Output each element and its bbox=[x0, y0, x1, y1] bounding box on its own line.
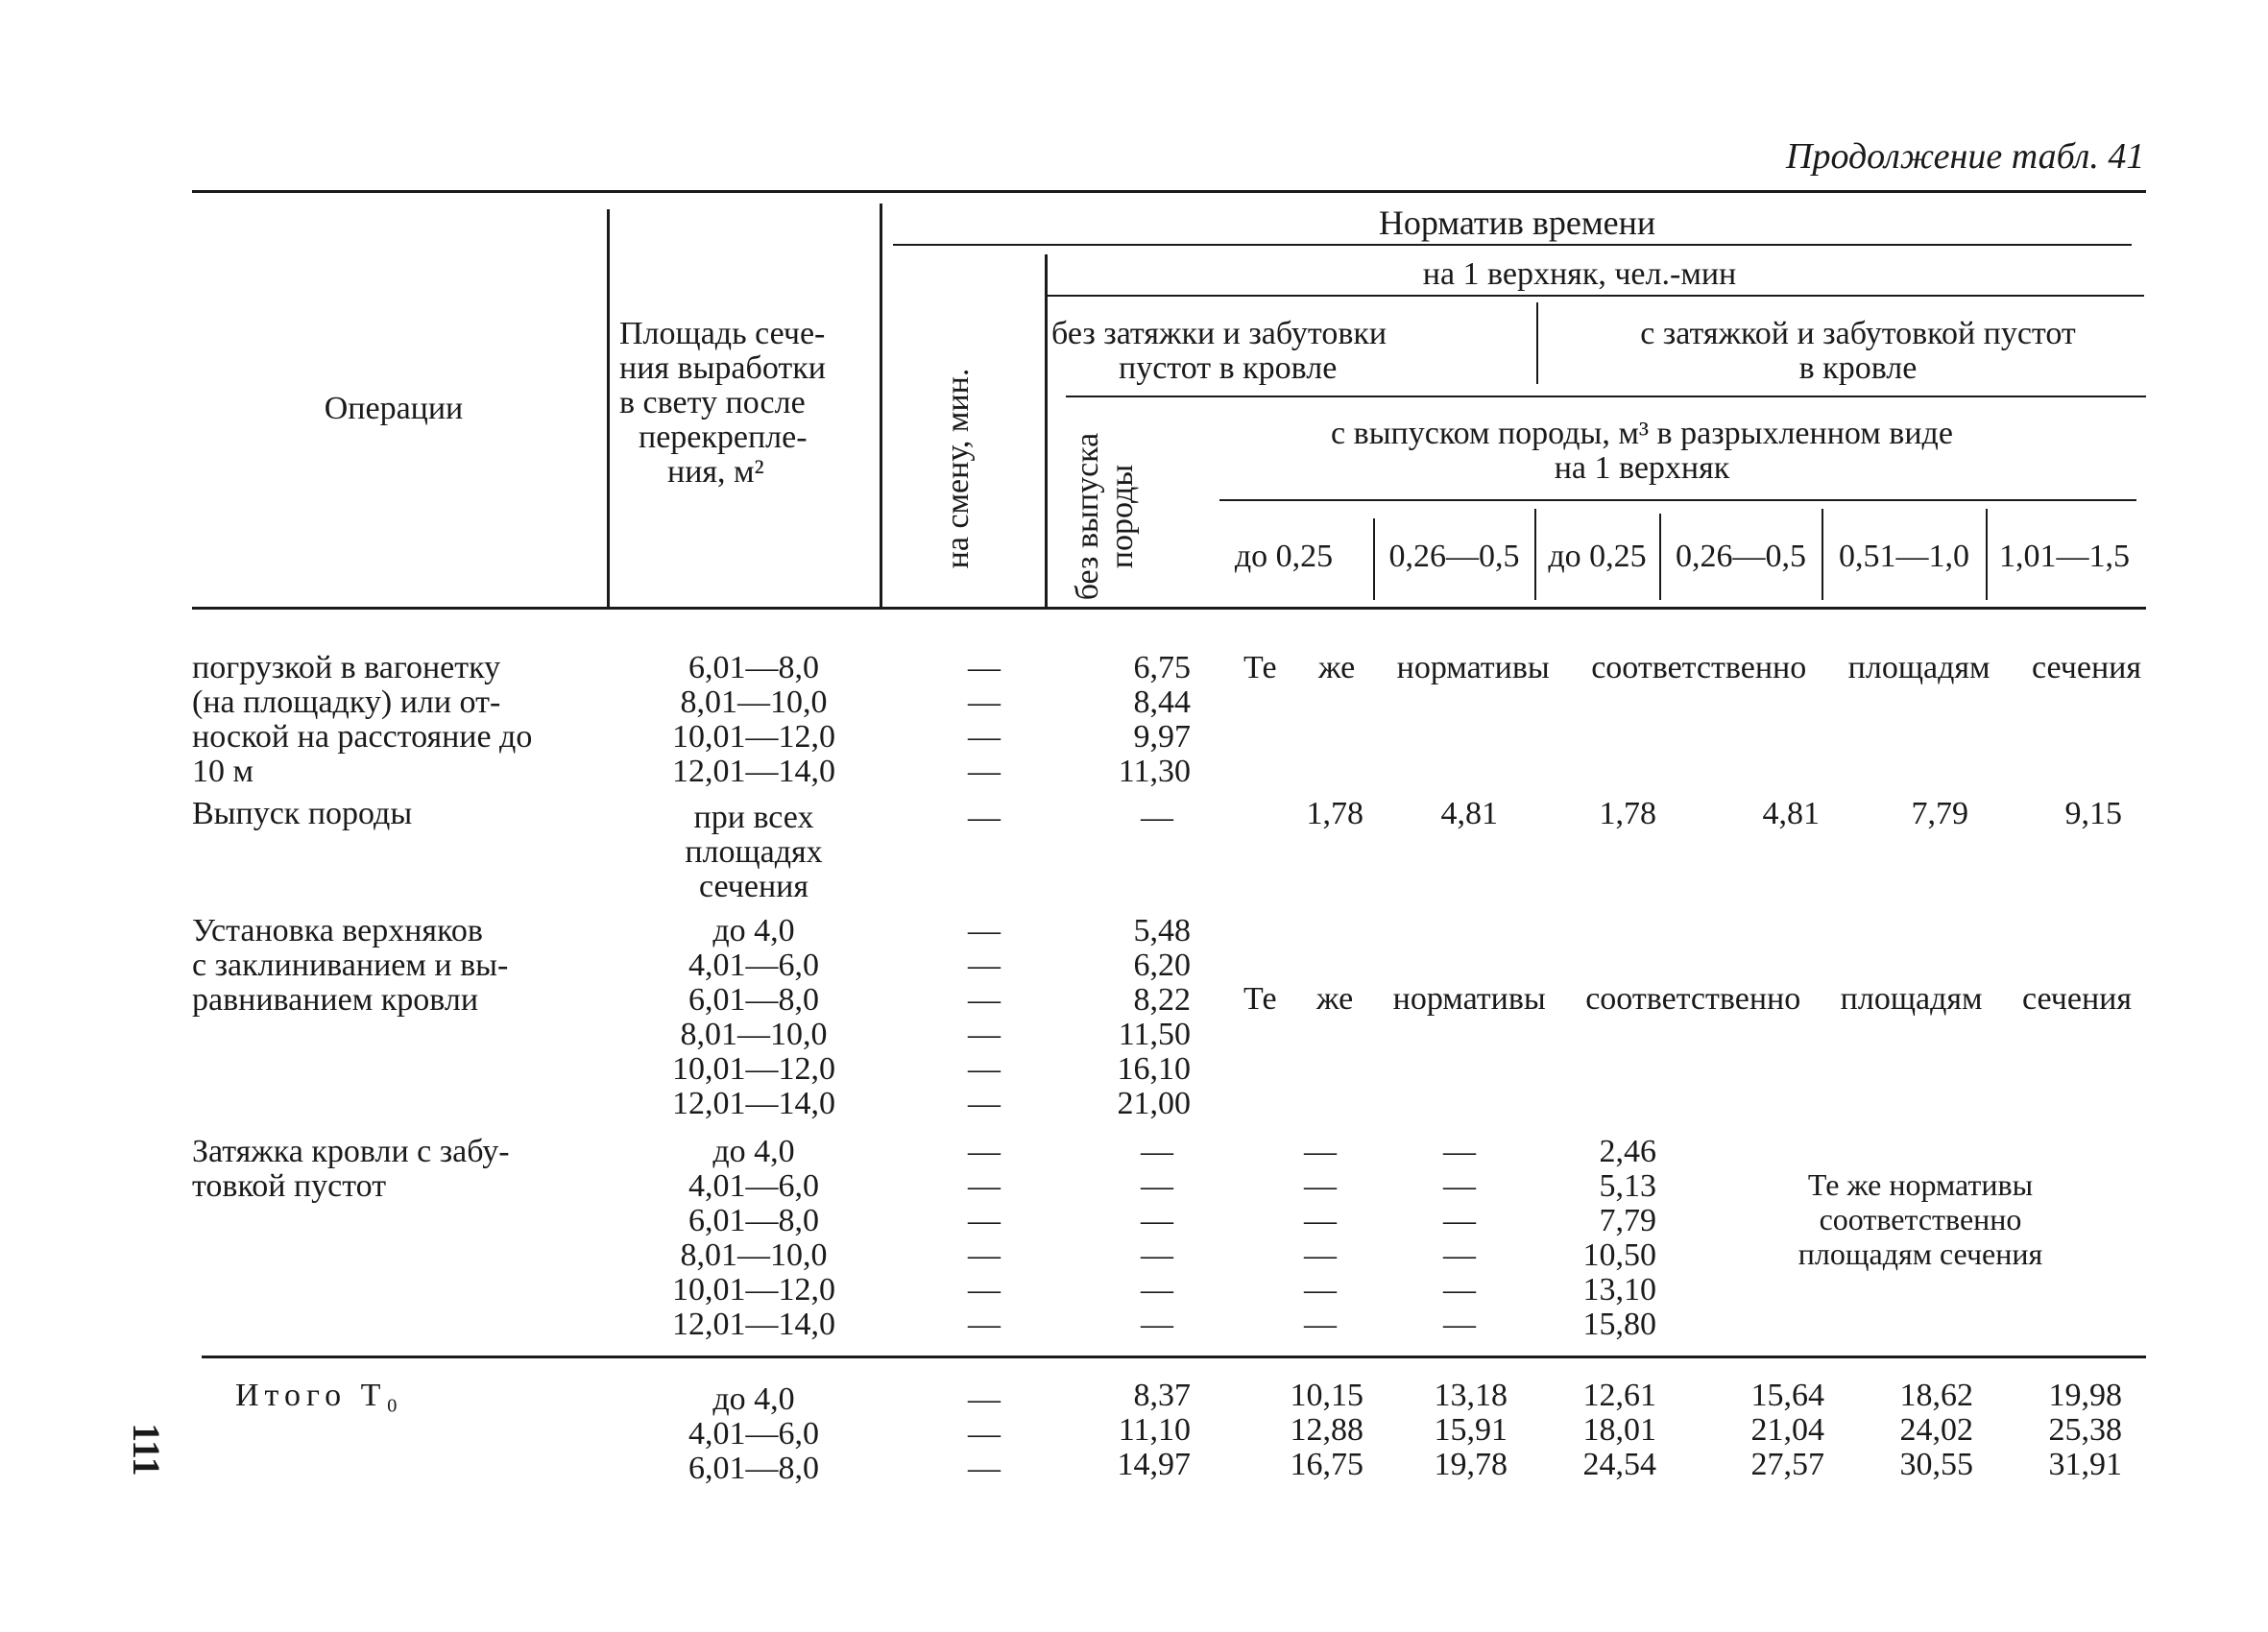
header-per-shift: на смену, мин. bbox=[940, 368, 976, 569]
page-title: Продолжение табл. 41 bbox=[1786, 136, 2145, 177]
operation-line: ноской на расстояние до bbox=[192, 719, 533, 755]
release-value: 9,15 bbox=[2064, 796, 2122, 831]
area-cell bbox=[634, 801, 874, 904]
shift-value: — bbox=[968, 1051, 1001, 1087]
total-value: 19,78 bbox=[1434, 1447, 1508, 1482]
release-value: 1,78 bbox=[1599, 796, 1656, 831]
same-norms-note bbox=[1719, 1167, 2122, 1271]
same-norms-note: Те же нормативы соответственно площадям сечения bbox=[1243, 981, 2132, 1017]
range-header: 0,26—0,5 bbox=[1388, 539, 1520, 574]
col-c-value: 2,46 bbox=[1599, 1134, 1656, 1169]
total-value: 18,62 bbox=[1899, 1378, 1973, 1413]
header-area-line: ния, м² bbox=[667, 454, 764, 490]
total-value: 25,38 bbox=[2048, 1412, 2122, 1448]
area-value: 10,01—12,0 bbox=[672, 1051, 835, 1087]
operation-cell bbox=[192, 1135, 605, 1204]
operation-line: (на площадку) или от- bbox=[192, 684, 501, 720]
no-release-line: породы bbox=[1104, 464, 1140, 569]
area-value: 10,01—12,0 bbox=[672, 1272, 835, 1308]
operation-line: погрузкой в вагонетку bbox=[192, 650, 501, 685]
total-value: 10,15 bbox=[1290, 1378, 1363, 1413]
total-value: 18,01 bbox=[1582, 1412, 1656, 1448]
shift-value: — bbox=[968, 1017, 1001, 1052]
range-header: 0,26—0,5 bbox=[1676, 539, 1806, 574]
col-c-value: 7,79 bbox=[1599, 1203, 1656, 1238]
no-release-value: — bbox=[1141, 1307, 1173, 1342]
col-rule-3 bbox=[1045, 254, 1048, 607]
header-norm: Норматив времени bbox=[1378, 204, 1656, 242]
area-cell bbox=[634, 914, 874, 1121]
col-c-value: 15,80 bbox=[1582, 1307, 1656, 1342]
area-value: до 4,0 bbox=[712, 1381, 795, 1417]
shift-value: — bbox=[968, 913, 1001, 948]
area-cell bbox=[634, 1382, 874, 1486]
no-release-value: — bbox=[1141, 800, 1173, 835]
total-col bbox=[1248, 1379, 1363, 1482]
shift-cell bbox=[941, 1382, 1027, 1486]
same-norms-note: Те же нормативы соответственно площадям сечения bbox=[1243, 650, 2141, 685]
shift-value: — bbox=[968, 684, 1001, 720]
area-value: 8,01—10,0 bbox=[680, 684, 828, 720]
area-value: 6,01—8,0 bbox=[688, 650, 819, 685]
header-operations: Операции bbox=[324, 391, 464, 426]
area-value: 6,01—8,0 bbox=[688, 982, 819, 1018]
header-without-lagging bbox=[1051, 317, 1532, 386]
release-value: 4,81 bbox=[1440, 796, 1498, 831]
col-b-cell bbox=[1416, 1135, 1503, 1342]
total-rule bbox=[202, 1356, 2146, 1358]
total-col bbox=[1858, 1379, 1973, 1482]
operation-cell bbox=[192, 914, 605, 1018]
header-area-line: перекрепле- bbox=[639, 420, 808, 455]
area-value: при всех bbox=[693, 800, 814, 835]
page-number: 111 bbox=[125, 1423, 168, 1476]
area-cell bbox=[634, 651, 874, 789]
col-rule-2 bbox=[880, 204, 882, 607]
lagging-underline bbox=[1066, 396, 2146, 397]
no-release-value: — bbox=[1141, 1168, 1173, 1204]
shift-value: — bbox=[968, 1168, 1001, 1204]
no-release-value: 6,75 bbox=[1133, 650, 1191, 685]
total-value: 11,10 bbox=[1118, 1412, 1191, 1448]
col-b-value: — bbox=[1443, 1134, 1476, 1169]
with-release-line: на 1 верхняк bbox=[1554, 450, 1730, 486]
no-release-cell bbox=[1114, 1135, 1200, 1342]
area-value: 6,01—8,0 bbox=[688, 1451, 819, 1486]
col-c-value: 10,50 bbox=[1582, 1237, 1656, 1273]
no-release-cell bbox=[1075, 651, 1191, 789]
with-lagging-line: с затяжкой и забутовкой пустот bbox=[1640, 316, 2076, 351]
total-value: 8,37 bbox=[1133, 1378, 1191, 1413]
no-release-value: 8,44 bbox=[1133, 684, 1191, 720]
operation-line: равниванием кровли bbox=[192, 982, 479, 1018]
total-label: Итого T₀ bbox=[235, 1378, 404, 1413]
operation-line: Выпуск породы bbox=[192, 796, 413, 831]
with-lagging-line: в кровле bbox=[1798, 350, 1918, 386]
col-a-value: — bbox=[1304, 1307, 1337, 1342]
col-b-value: — bbox=[1443, 1168, 1476, 1204]
shift-value: — bbox=[968, 1272, 1001, 1308]
header-no-release bbox=[1071, 416, 1147, 617]
no-release-value: — bbox=[1141, 1237, 1173, 1273]
total-value: 30,55 bbox=[1899, 1447, 1973, 1482]
shift-value: — bbox=[968, 1237, 1001, 1273]
range-header: до 0,25 bbox=[1548, 539, 1647, 574]
area-value: площадях bbox=[685, 834, 823, 870]
area-value: сечения bbox=[699, 869, 808, 904]
shift-value: — bbox=[968, 1416, 1001, 1452]
col-a-value: — bbox=[1304, 1168, 1337, 1204]
shift-cell bbox=[941, 651, 1027, 789]
per-beam-underline bbox=[1045, 295, 2144, 297]
shift-value: — bbox=[968, 719, 1001, 755]
header-per-beam: на 1 верхняк, чел.-мин bbox=[1422, 256, 1737, 292]
table-top-rule bbox=[192, 190, 2146, 193]
total-value: 21,04 bbox=[1750, 1412, 1824, 1448]
total-col bbox=[1709, 1379, 1824, 1482]
note-line: площадям сечения bbox=[1798, 1236, 2043, 1271]
shift-value: — bbox=[968, 982, 1001, 1018]
col-b-value: — bbox=[1443, 1203, 1476, 1238]
shift-value: — bbox=[968, 1381, 1001, 1417]
col-a-value: — bbox=[1304, 1237, 1337, 1273]
total-value: 15,91 bbox=[1434, 1412, 1508, 1448]
range-header: 1,01—1,5 bbox=[1999, 539, 2130, 574]
shift-value: — bbox=[968, 1086, 1001, 1121]
area-value: 10,01—12,0 bbox=[672, 719, 835, 755]
header-with-release bbox=[1239, 417, 2045, 486]
area-value: 4,01—6,0 bbox=[688, 948, 819, 983]
shift-value: — bbox=[968, 800, 1001, 835]
area-value: до 4,0 bbox=[712, 913, 795, 948]
with-release-line: с выпуском породы, м³ в разрыхленном виде bbox=[1331, 416, 1953, 451]
no-release-value: 9,97 bbox=[1133, 719, 1191, 755]
without-lagging-line: пустот в кровле bbox=[1119, 350, 1338, 386]
area-cell bbox=[634, 1135, 874, 1342]
no-release-value: 11,30 bbox=[1118, 754, 1191, 789]
area-value: 8,01—10,0 bbox=[680, 1237, 828, 1273]
no-release-value: — bbox=[1141, 1272, 1173, 1308]
col-c-value: 13,10 bbox=[1582, 1272, 1656, 1308]
total-col bbox=[1075, 1379, 1191, 1482]
release-value: 7,79 bbox=[1911, 796, 1968, 831]
release-value: 4,81 bbox=[1762, 796, 1820, 831]
operation-line: Затяжка кровли с забу- bbox=[192, 1134, 510, 1169]
no-release-value: 21,00 bbox=[1117, 1086, 1191, 1121]
no-release-cell bbox=[1075, 914, 1191, 1121]
total-col bbox=[1541, 1379, 1656, 1482]
total-value: 16,75 bbox=[1290, 1447, 1363, 1482]
header-area bbox=[619, 317, 874, 490]
no-release-value: 11,50 bbox=[1118, 1017, 1191, 1052]
no-release-line: без выпуска bbox=[1070, 432, 1105, 601]
no-release-value: 8,22 bbox=[1133, 982, 1191, 1018]
no-release-value: 5,48 bbox=[1133, 913, 1191, 948]
total-value: 31,91 bbox=[2048, 1447, 2122, 1482]
no-release-value: 6,20 bbox=[1133, 948, 1191, 983]
header-with-lagging bbox=[1565, 317, 2151, 386]
shift-cell bbox=[941, 1135, 1027, 1342]
shift-value: — bbox=[968, 754, 1001, 789]
col-b-value: — bbox=[1443, 1237, 1476, 1273]
area-value: 6,01—8,0 bbox=[688, 1203, 819, 1238]
operation-cell bbox=[192, 651, 605, 789]
shift-value: — bbox=[968, 948, 1001, 983]
operation-cell bbox=[192, 797, 605, 831]
total-col bbox=[2007, 1379, 2122, 1482]
without-lagging-line: без затяжки и забутовки bbox=[1051, 316, 1387, 351]
shift-value: — bbox=[968, 650, 1001, 685]
col-a-cell bbox=[1277, 1135, 1363, 1342]
release-underline bbox=[1219, 499, 2136, 501]
col-c-value: 5,13 bbox=[1599, 1168, 1656, 1204]
total-value: 14,97 bbox=[1117, 1447, 1191, 1482]
total-value: 27,57 bbox=[1750, 1447, 1824, 1482]
col-rule-1 bbox=[607, 209, 610, 607]
col-rule-4 bbox=[1536, 302, 1538, 384]
shift-cell bbox=[941, 914, 1027, 1121]
area-value: 4,01—6,0 bbox=[688, 1416, 819, 1452]
shift-value: — bbox=[968, 1203, 1001, 1238]
area-value: 12,01—14,0 bbox=[672, 754, 835, 789]
col-b-value: — bbox=[1443, 1307, 1476, 1342]
total-value: 12,88 bbox=[1290, 1412, 1363, 1448]
total-value: 15,64 bbox=[1750, 1378, 1824, 1413]
no-release-value: — bbox=[1141, 1203, 1173, 1238]
total-value: 24,54 bbox=[1582, 1447, 1656, 1482]
col-a-value: — bbox=[1304, 1272, 1337, 1308]
col-c-cell bbox=[1541, 1135, 1656, 1342]
area-value: 8,01—10,0 bbox=[680, 1017, 828, 1052]
header-area-line: ния выработки bbox=[619, 350, 826, 386]
operation-line: 10 м bbox=[192, 754, 254, 789]
area-value: 4,01—6,0 bbox=[688, 1168, 819, 1204]
shift-value: — bbox=[968, 1134, 1001, 1169]
total-value: 19,98 bbox=[2048, 1378, 2122, 1413]
col-a-value: — bbox=[1304, 1203, 1337, 1238]
norm-underline bbox=[893, 244, 2132, 246]
shift-value: — bbox=[968, 1307, 1001, 1342]
header-bottom-rule bbox=[192, 607, 2146, 610]
total-value: 12,61 bbox=[1582, 1378, 1656, 1413]
total-col bbox=[1392, 1379, 1508, 1482]
area-value: 12,01—14,0 bbox=[672, 1307, 835, 1342]
col-b-value: — bbox=[1443, 1272, 1476, 1308]
col-a-value: — bbox=[1304, 1134, 1337, 1169]
operation-line: Установка верхняков bbox=[192, 913, 483, 948]
header-area-line: в свету после bbox=[619, 385, 806, 420]
total-value: 24,02 bbox=[1899, 1412, 1973, 1448]
area-value: до 4,0 bbox=[712, 1134, 795, 1169]
header-area-line: Площадь сече- bbox=[619, 316, 826, 351]
range-header: 0,51—1,0 bbox=[1839, 539, 1969, 574]
operation-line: товкой пустот bbox=[192, 1168, 387, 1204]
release-value: 1,78 bbox=[1306, 796, 1363, 831]
no-release-value: — bbox=[1141, 1134, 1173, 1169]
operation-line: с заклиниванием и вы- bbox=[192, 948, 509, 983]
shift-value: — bbox=[968, 1451, 1001, 1486]
note-line: соответственно bbox=[1819, 1202, 2022, 1236]
area-value: 12,01—14,0 bbox=[672, 1086, 835, 1121]
no-release-value: 16,10 bbox=[1117, 1051, 1191, 1087]
note-line: Те же нормативы bbox=[1807, 1167, 2034, 1202]
range-header: до 0,25 bbox=[1234, 539, 1334, 574]
total-value: 13,18 bbox=[1434, 1378, 1508, 1413]
